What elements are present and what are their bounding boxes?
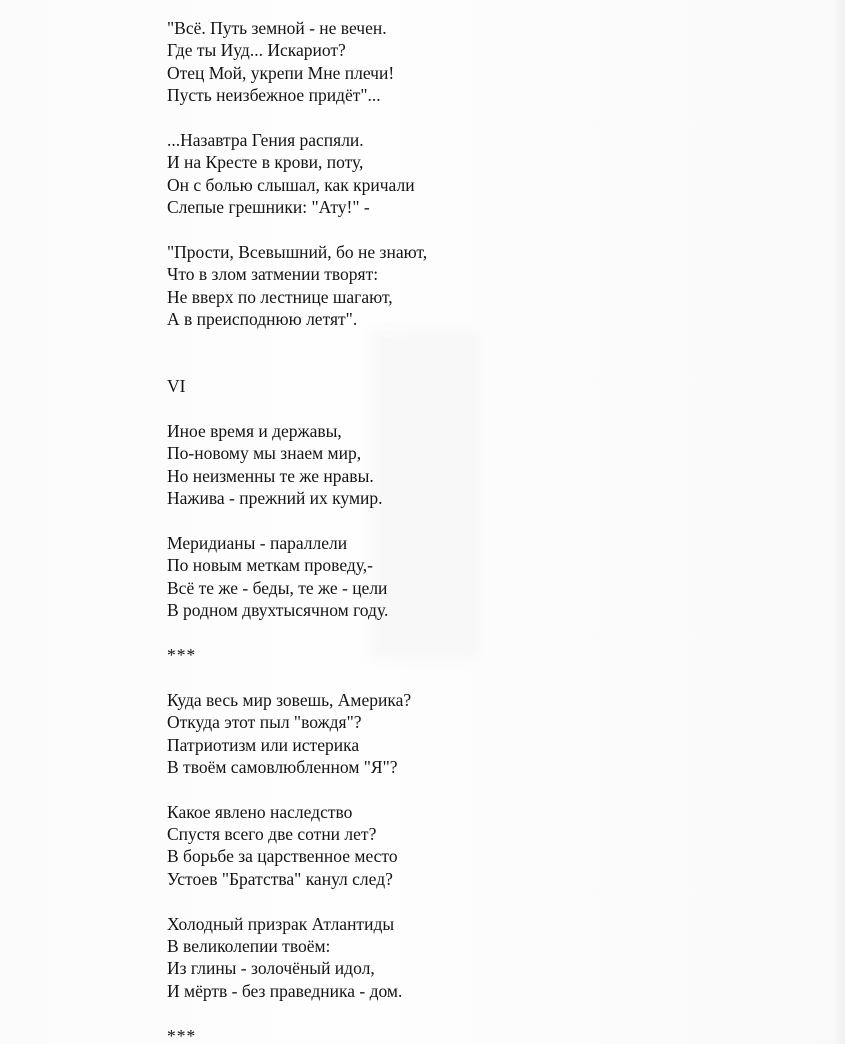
poem-line: Иное время и державы, [167,421,342,442]
poem-line: В борьбе за царственное место [167,846,398,867]
stanza-4 [167,420,727,510]
poem-line: Не вверх по лестнице шагают, [167,286,393,307]
poem-line: Откуда этот пыл "вождя"? [167,712,362,733]
poem-line: "Всё. Путь земной - не вечен. [167,18,387,38]
poem-line: И на Кресте в крови, поту, [167,152,364,173]
poem-line: Спустя всего две сотни лет? [167,824,377,845]
poem-line: В родном двухтысячном году. [167,600,389,621]
poem-line: В великолепии твоём: [167,936,331,957]
poem-line: В твоём самовлюбленном "Я"? [167,756,398,777]
stanza-5 [167,532,727,622]
poem-line: Слепые грешники: "Ату!" - [167,197,370,218]
stanza-2 [167,129,727,219]
poem-line: Он с болью слышал, как кричали [167,174,415,195]
poem-line: Отец Мой, укрепи Мне плечи! [167,62,395,83]
poem-line: ...Назавтра Гения распяли. [167,129,364,150]
poem-line: И мёртв - без праведника - дом. [167,980,403,1001]
stanza-1 [167,17,727,107]
poem-line: По новым меткам проведу,- [167,555,373,576]
poem-line: А в преисподнюю летят". [167,309,358,330]
stanza-separator: *** [167,644,197,665]
stanza-3 [167,241,727,331]
poem-text [167,17,727,1044]
poem-line: Где ты Иуд... Искариот? [167,40,346,61]
poem-line: Но неизменны те же нравы. [167,465,374,486]
poem-line: Патриотизм или истерика [167,734,360,755]
poem-line: Холодный призрак Атлантиды [167,913,395,934]
section-heading: VI [167,376,186,397]
stanza-7 [167,801,727,891]
poem-line: Устоев "Братства" канул след? [167,868,393,889]
poem-line: "Прости, Всевышний, бо не знают, [167,241,428,262]
stanza-8 [167,913,727,1003]
poem-line: Пусть неизбежное придёт"... [167,85,381,106]
stanza-6 [167,689,727,779]
poem-line: По-новому мы знаем мир, [167,443,362,464]
poem-line: Куда весь мир зовешь, Америка? [167,689,412,710]
stanza-separator: *** [167,1025,197,1044]
poem-line: Из глины - золочёный идол, [167,958,375,979]
poem-line: Меридианы - параллели [167,533,348,553]
poem-line: Всё те же - беды, те же - цели [167,577,388,598]
poem-line: Нажива - прежний их кумир. [167,488,383,509]
scan-edge-shadow [833,0,845,1044]
poem-line: Какое явлено наследство [167,801,353,822]
poem-line: Что в злом затмении творят: [167,264,379,285]
